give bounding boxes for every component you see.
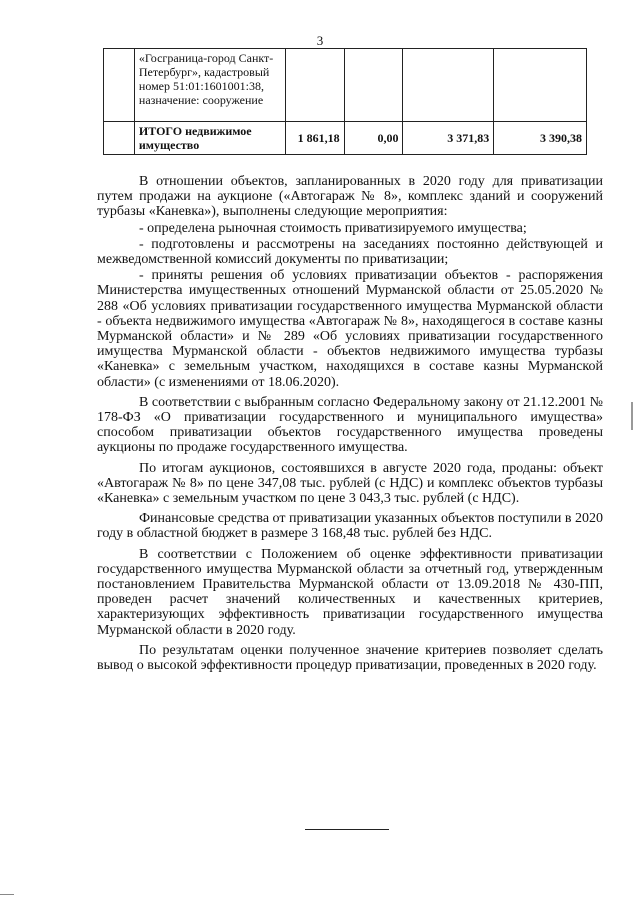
table-cell-name: «Госграница-город Санкт-Петербург», кадастровый номер 51:01:1601001:38, назначение: сооружение	[134, 49, 285, 122]
paragraph: В соответствии с Положением об оценке эффективности приватизации государственного имущества Мурманской области за отчетный год, утвержденным постановлением Правительства Мурманской области от 13.09.2018 № 430-ПП, проведен расчет значений количественных и качественных критериев, характеризующих эффективность приватизации государственного имущества Мурманской области в 2020 году.	[97, 546, 603, 638]
paragraph: В отношении объектов, запланированных в 2020 году для приватизации путем продажи на аукционе («Автогараж № 8», комплекс зданий и сооружений турбазы «Каневка»), выполнены следующие мероприятия:	[97, 174, 603, 220]
scan-edge-mark	[0, 894, 14, 895]
scan-margin-mark	[631, 402, 633, 430]
table-cell-value	[344, 49, 403, 122]
paragraph: По результатам оценки полученное значение критериев позволяет сделать вывод о высокой эффективности процедур приватизации, проведенных в 2020 году.	[97, 642, 603, 674]
document-body	[97, 174, 603, 673]
paragraph: Финансовые средства от приватизации указанных объектов поступили в 2020 году в областной бюджет в размере 3 168,48 тыс. рублей без НДС.	[97, 511, 603, 542]
table-cell-index	[104, 49, 135, 122]
table-cell-value: 3 390,38	[494, 122, 587, 155]
paragraph: В соответствии с выбранным согласно Федеральному закону от 21.12.2001 № 178-ФЗ «О приватизации государственного и муниципального имущества» способом приватизации объектов государственного имущества проведены аукционы по продаже государственного имущества.	[97, 394, 603, 456]
table-cell-value	[285, 49, 344, 122]
table-row	[104, 49, 587, 122]
table-cell-index	[104, 122, 135, 155]
table-cell-name: ИТОГО недвижимое имущество	[134, 122, 285, 155]
property-table	[103, 48, 587, 155]
table-row-total	[104, 122, 587, 155]
table-cell-value: 0,00	[344, 122, 403, 155]
end-separator-line	[305, 829, 389, 830]
table-cell-value	[403, 49, 494, 122]
table-cell-value: 1 861,18	[285, 122, 344, 155]
table-cell-value	[494, 49, 587, 122]
list-item: - определена рыночная стоимость приватизируемого имущества;	[139, 220, 527, 236]
list-item: - подготовлены и рассмотрены на заседаниях постоянно действующей и межведомственной комиссий документы по приватизации;	[97, 236, 603, 268]
list-item: - приняты решения об условиях приватизации объектов - распоряжения Министерства имущественных отношений Мурманской области от 25.05.2020 № 288 «Об условиях приватизации государственного имущества Мурманской области - объекта недвижимого имущества «Автогараж № 8», находящегося в составе казны Мурманской области» и № 289 «Об условиях приватизации государственного имущества Мурманской области - объектов недвижимого имущества турбазы «Каневка» с земельным участком, находящихся в составе казны Мурманской области» (с изменениями от 18.06.2020).	[97, 268, 603, 390]
page-number: 3	[316, 33, 324, 48]
table-cell-value: 3 371,83	[403, 122, 494, 155]
paragraph: По итогам аукционов, состоявшихся в августе 2020 года, проданы: объект «Автогараж № 8» по цене 347,08 тыс. рублей (с НДС) и комплекс объектов турбазы «Каневка» с земельным участком по цене 3 043,3 тыс. рублей (с НДС).	[97, 460, 603, 507]
